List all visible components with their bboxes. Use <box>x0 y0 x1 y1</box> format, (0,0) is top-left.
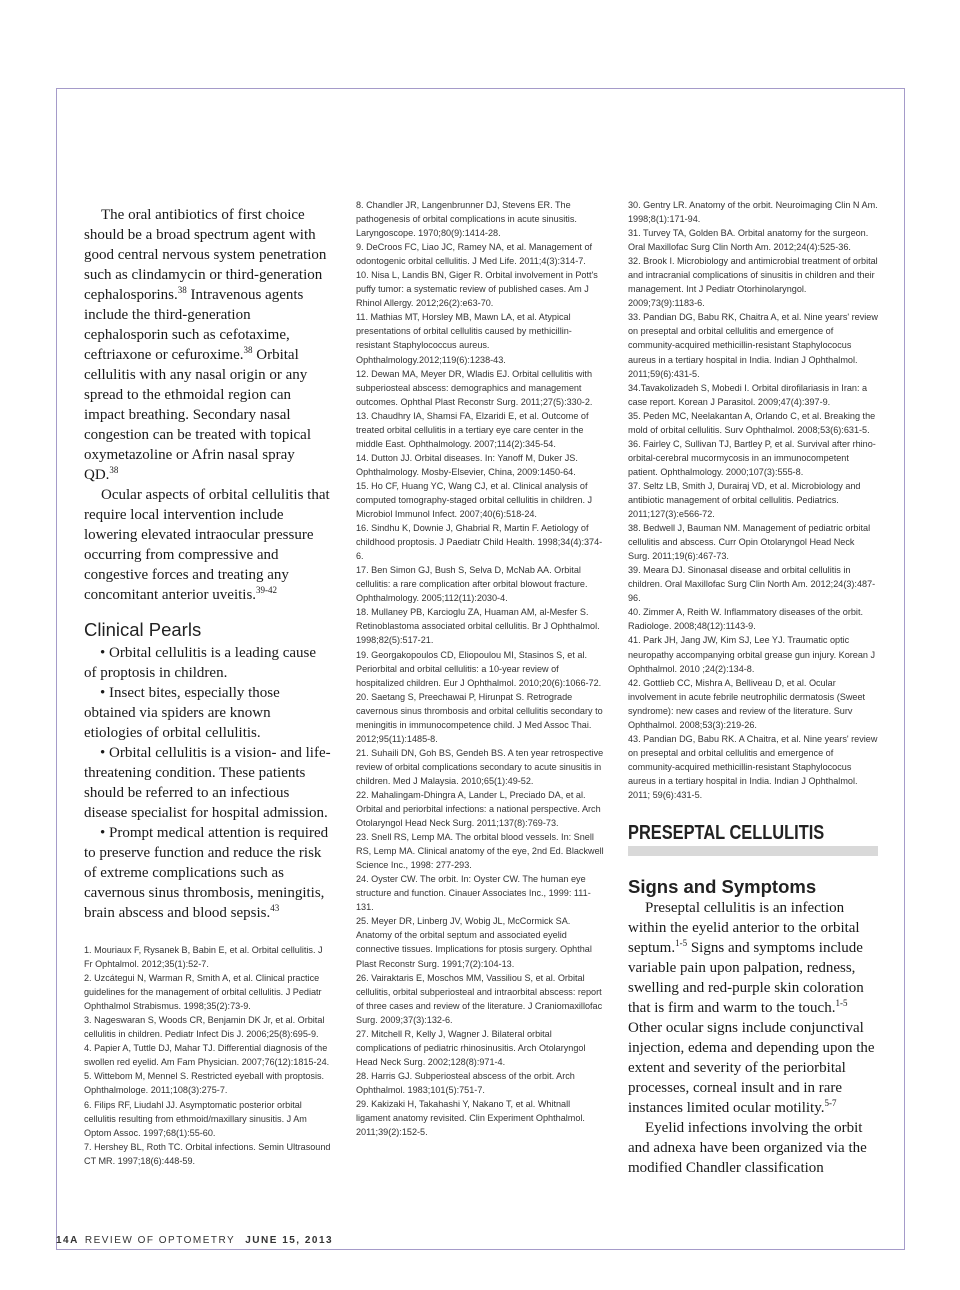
reference-item: 7. Hershey BL, Roth TC. Orbital infections. Semin Ultrasound CT MR. 1997;18(6):448-59. <box>84 1141 331 1166</box>
clinical-pearls-heading: Clinical Pearls <box>84 619 202 640</box>
reference-item: 28. Harris GJ. Subperiosteal abscess of the orbit. Arch Ophthalmol. 1983;101(5):751-7. <box>356 1070 575 1095</box>
section-title: PRESEPTAL CELLULITIS <box>628 822 825 845</box>
reference-item: 12. Dewan MA, Meyer DR, Wladis EJ. Orbital cellulitis with subperiosteal abscess: demographics and management outcomes. Ophthal Plast Reconstr Surg. 2011;27(5):330-2. <box>356 368 593 407</box>
reference-item: 30. Gentry LR. Anatomy of the orbit. Neuroimaging Clin N Am. 1998;8(1):171-94. <box>628 200 878 225</box>
reference-item: 6. Filips RF, Liudahl JJ. Asymptomatic posterior orbital cellulitis resulting from ethmoid/maxillary sinusitis. J Am Optom Assoc. 1997;68(1):55-60. <box>84 1099 307 1138</box>
reference-item: 3. Nageswaran S, Woods CR, Benjamin DK Jr, et al. Orbital cellulitis in children. Pediatr Infect Dis J. 2006;25(8):695-9. <box>84 1015 325 1040</box>
reference-list-2 <box>356 198 606 1139</box>
reference-item: 27. Mitchell R, Kelly J, Wagner J. Bilateral orbital complications of pediatric rhinosinusitis. Arch Otolaryngol Head Neck Surg. 2002;128(8):971-4. <box>356 1028 586 1067</box>
reference-item: 19. Georgakopoulos CD, Eliopoulou MI, Stasinos S, et al. Periorbital and orbital cellulitis: a 10-year review of hospitalized children. Eur J Ophthalmol. 2010;20(6):1066-72. <box>356 649 602 688</box>
reference-item: 1. Mouriaux F, Rysanek B, Babin E, et al. Orbital cellulitis. J Fr Ophtalmol. 2012;35(1):52-7. <box>84 945 323 970</box>
reference-item: 32. Brook I. Microbiology and antimicrobial treatment of orbital and intracranial complications of sinusitis in children and their management. Int J Pediatr Otorhinolaryngol. 2009;73(9):1183-6. <box>628 256 878 309</box>
reference-item: 22. Mahalingam-Dhingra A, Lander L, Preciado DA, et al. Orbital and periorbital infections: a national perspective. Arch Otolaryngol Head Neck Surg. 2011;137(8):769-73. <box>356 789 601 829</box>
reference-item: 13. Chaudhry IA, Shamsi FA, Elzaridi E, et al. Outcome of treated orbital cellulitis in a tertiary eye care center in the middle East. Ophthalmology. 2007;114(2):345-54. <box>356 410 589 449</box>
reference-item: 14. Dutton JJ. Orbital diseases. In: Yanoff M, Duker JS. Ophthalmology. Mosby-Elsevier, China, 2009:1450-64. <box>356 452 578 477</box>
reference-item: 37. Seltz LB, Smith J, Durairaj VD, et al. Microbiology and antibiotic management of orbital cellulitis. Pediatrics. 2011;127(3):e566-72. <box>628 480 861 520</box>
column-1 <box>84 205 332 1168</box>
reference-item: 39. Meara DJ. Sinonasal disease and orbital cellulitis in children. Oral Maxillofac Surg Clin North Am. 2012;24(3):487-96. <box>628 565 876 604</box>
pearl-item: • Orbital cellulitis is a vision- and life-threatening condition. These patients should be referred to an infectious disease specialist for hospital admission. <box>84 745 331 821</box>
reference-item: 15. Ho CF, Huang YC, Wang CJ, et al. Clinical analysis of computed tomography-staged orbital cellulitis in children. J Microbiol Immunol Infect. 2007;40(6):518-24. <box>356 480 593 520</box>
paragraph-preseptal: Preseptal cellulitis is an infection within the eyelid anterior to the orbital septum.$^{1-5}$ Signs and symptoms include variable pain upon palpation, redness, swelling and red-purple skin coloration that is firm and warm to the touch.$^{1-5}$ Other ocular signs include conjunctival injection, edema and depending upon the extent and severity of the periorbital processes, corneal insult and in rare instances limited ocular motility.$^{5-7}$ <box>628 900 875 1117</box>
reference-item: 5. Wittebom M, Mennel S. Restricted eyeball with proptosis. Ophthalmologe. 2011;108(3):275-7. <box>84 1071 325 1096</box>
reference-item: 33. Pandian DG, Babu RK, Chaitra A, et al. Nine years' review on preseptal and orbital cellulitis and emergence of community-acquired methicillin-resistant Staphylococus aureus in a tertiary hospital in India. Indian J Ophthalmol. 2011;59(6):431-5. <box>628 312 878 379</box>
publication-name: REVIEW OF OPTOMETRY <box>84 1235 236 1246</box>
reference-item: 18. Mullaney PB, Karcioglu ZA, Huaman AM, al-Mesfer S. Retinoblastoma associated orbital cellulitis. Br J Ophthalmol. 1998;82(5):517-21. <box>356 607 600 646</box>
reference-item: 4. Papier A, Tuttle DJ, Mahar TJ. Differential diagnosis of the swollen red eyelid. Am Fam Physician. 2007;76(12):1815-24. <box>84 1043 330 1068</box>
reference-item: 42. Gottlieb CC, Mishra A, Belliveau D, et al. Ocular involvement in acute febrile neutrophilic dermatosis (Sweet syndrome): new cases and review of the literature. Surv Ophthalmol. 2008;53(3):219-26. <box>628 677 866 730</box>
reference-item: 34.Tavakolizadeh S, Mobedi I. Orbital dirofilariasis in Iran: a case report. Korean J Parasitol. 2009;47(4):397-9. <box>628 382 868 407</box>
reference-item: 21. Suhaili DN, Goh BS, Gendeh BS. A ten year retrospective review of orbital complications secondary to acute sinusitis in children. Med J Malaysia. 2010;65(1):49-52. <box>356 747 604 786</box>
section-title-banner <box>628 824 878 856</box>
page-number: 14A <box>56 1235 79 1246</box>
reference-item: 23. Snell RS, Lemp MA. The orbital blood vessels. In: Snell RS, Lemp MA. Clinical anatomy of the eye, 2nd Ed. Blackwell Science Inc., 1998: 277-293. <box>356 832 604 871</box>
column-2 <box>356 198 606 1139</box>
reference-item: 36. Fairley C, Sullivan TJ, Bartley P, et al. Survival after rhino-orbital-cerebral mucormycosis in an immunocompetent patient. Ophthalmology. 2000;107(3):555-8. <box>628 438 876 477</box>
page-footer <box>56 1235 333 1246</box>
reference-item: 26. Vairaktaris E, Moschos MM, Vassiliou S, et al. Orbital cellulitis, orbital subperiosteal and intraorbital abscess: report of three cases and review of the literature. J Craniomaxillofac Surg. 2009;37(3):132-6. <box>356 972 603 1025</box>
reference-item: 10. Nisa L, Landis BN, Giger R. Orbital involvement in Pott's puffy tumor: a systematic review of published cases. Am J Rhinol Allergy. 2012;26(2):e63-70. <box>356 270 598 309</box>
paragraph-ocular-aspects: Ocular aspects of orbital cellulitis that require local intervention include lowering elevated intraocular pressure occurring from compressive and congestive forces and treating any concomitant anterior uveitis.$^{39-42}$ <box>84 487 330 603</box>
reference-item: 40. Zimmer A, Reith W. Inflammatory diseases of the orbit. Radiologe. 2008;48(12):1143-9. <box>628 607 864 632</box>
reference-item: 41. Park JH, Jang JW, Kim SJ, Lee YJ. Traumatic optic neuropathy accompanying orbital grease gun injury. Korean J Ophthalmol. 2010 ;24(2):134-8. <box>628 635 876 674</box>
paragraph-eyelid-infections: Eyelid infections involving the orbit and adnexa have been organized via the modified Chandler classification <box>628 1120 867 1177</box>
reference-item: 9. DeCroos FC, Liao JC, Ramey NA, et al. Management of odontogenic orbital cellulitis. J Med Life. 2011;4(3):314-7. <box>356 242 593 267</box>
reference-list-3 <box>628 198 878 802</box>
pearl-item: • Orbital cellulitis is a leading cause of proptosis in children. <box>84 645 317 681</box>
signs-symptoms-heading: Signs and Symptoms <box>628 876 817 898</box>
reference-item: 24. Oyster CW. The orbit. In: Oyster CW. The human eye structure and function. Cinauer Associates Inc., 1999: 111-131. <box>356 874 591 913</box>
reference-item: 11. Mathias MT, Horsley MB, Mawn LA, et al. Atypical presentations of orbital cellulitis caused by methicillin-resistant Staphylococcus aureus. Ophthalmology.2012;119(6):1238-43. <box>356 312 572 365</box>
issue-date: JUNE 15, 2013 <box>245 1235 334 1246</box>
column-3 <box>628 198 878 1178</box>
pearl-item: • Insect bites, especially those obtained via spiders are known etiologies of orbital cellulitis. <box>84 685 280 741</box>
reference-item: 38. Bedwell J, Bauman NM. Management of pediatric orbital cellulitis and abscess. Curr Opin Otolaryngol Head Neck Surg. 2011;19(6):467-73. <box>628 523 871 562</box>
reference-item: 17. Ben Simon GJ, Bush S, Selva D, McNab AA. Orbital cellulitis: a rare complication after orbital blowout fracture. Ophthalmology. 2005;112(11):2030-4. <box>356 565 588 604</box>
reference-item: 8. Chandler JR, Langenbrunner DJ, Stevens ER. The pathogenesis of orbital complications in acute sinusitis. Laryngoscope. 1970;80(9):1414-28. <box>356 200 577 239</box>
reference-item: 16. Sindhu K, Downie J, Ghabrial R, Martin F. Aetiology of childhood proptosis. J Paediatr Child Health. 1998;34(4):374-6. <box>356 523 603 562</box>
reference-item: 31. Turvey TA, Golden BA. Orbital anatomy for the surgeon. Oral Maxillofac Surg Clin North Am. 2012;24(4):525-36. <box>628 228 869 253</box>
reference-item: 35. Peden MC, Neelakantan A, Orlando C, et al. Breaking the mold of orbital cellulitis. Surv Ophthalmol. 2008;53(6):631-5. <box>628 410 876 435</box>
reference-item: 25. Meyer DR, Linberg JV, Wobig JL, McCormick SA. Anatomy of the orbital septum and associated eyelid connective tissues. Implications for ptosis surgery. Ophthal Plast Reconstr Surg. 1991;7(2):104-13. <box>356 916 592 969</box>
paragraph-oral-antibiotics: The oral antibiotics of first choice should be a broad spectrum agent with good central nervous system penetration such as clindamycin or third-generation cephalosporins.$^{38}$ Intravenous agents include the third-generation cephalosporin such as cefotaxime, ceftriaxone or cefuroxime.$^{38}$ Orbital cellulitis with any nasal origin or any spread to the ethmoidal region can impact breathing. Secondary nasal congestion can be treated with topical oxymetazoline or Afrin nasal spray QD.$^{38}$ <box>84 207 327 483</box>
reference-item: 43. Pandian DG, Babu RK. A Chaitra, et al. Nine years' review on preseptal and orbital cellulitis and emergence of community-acquired methicillin-resistant Staphylococus aureus in a tertiary hospital in India. Indian J Ophthalmol. 2011; 59(6):431-5. <box>628 733 878 800</box>
reference-item: 20. Saetang S, Preechawai P, Hirunpat S. Retrograde cavernous sinus thrombosis and orbital cellulitis secondary to meningitis in immunocompetence child. J Med Assoc Thai. 2012;95(11):1485-8. <box>356 691 603 744</box>
pearl-item: • Prompt medical attention is required to preserve function and reduce the risk of extreme complications such as cavernous sinus thrombosis, meningitis, brain abscess and blood sepsis.$^{43}$ <box>84 825 329 921</box>
reference-item: 29. Kakizaki H, Takahashi Y, Nakano T, et al. Whitnall ligament anatomy revisited. Clin Experiment Ophthalmol. 2011;39(2):152-5. <box>356 1099 585 1138</box>
reference-item: 2. Uzcátegui N, Warman R, Smith A, et al. Clinical practice guidelines for the management of orbital cellulitis. J Pediatr Ophthalmol Strabismus. 1998;35(2):73-9. <box>84 973 322 1012</box>
reference-list-1 <box>84 943 332 1168</box>
